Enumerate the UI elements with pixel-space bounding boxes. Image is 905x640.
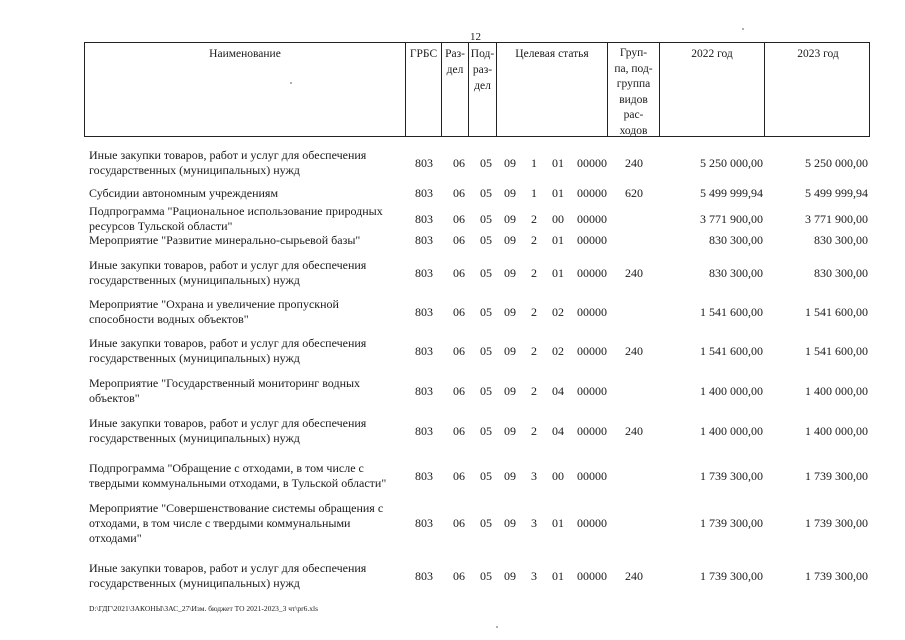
header-group-line: Груп- (619, 47, 648, 59)
cell-t1: 09 (504, 383, 516, 398)
cell-t1: 09 (504, 516, 516, 530)
cell-t3: 01 (552, 516, 564, 530)
cell-rz: 06 (453, 468, 465, 483)
cell-grbs: 803 (415, 186, 433, 200)
cell-amount-2022: 1 739 300,00 (700, 516, 763, 530)
cell-t4: 00000 (577, 423, 607, 438)
cell-t4: 00000 (577, 343, 607, 358)
cell-amount-2022: 1 541 600,00 (700, 304, 763, 319)
cell-grbs: 803 (415, 383, 433, 398)
cell-pr: 05 (480, 383, 492, 398)
cell-t2: 3 (531, 568, 537, 583)
file-path-footer: D:\ГДГ\2021\ЗАКОНЫ\ЗАС_27\Изм. бюджет ТО 2021-2023_3 чт\рr6.xls (89, 604, 319, 613)
row-name (89, 561, 404, 591)
cell-t3: 01 (552, 186, 564, 200)
row-name (89, 416, 404, 446)
cell-t4: 00000 (577, 265, 607, 280)
cell-rz: 06 (453, 516, 465, 530)
scan-speck (496, 626, 498, 628)
header-group-line: па, под- (614, 62, 653, 75)
row-name-line: Иные закупки товаров, работ и услуг для обеспечения (89, 561, 367, 575)
cell-t4: 00000 (577, 211, 607, 226)
cell-t2: 2 (531, 423, 537, 438)
cell-t3: 01 (552, 233, 564, 247)
cell-t2: 2 (531, 233, 537, 247)
cell-amount-2023: 5 250 000,00 (805, 155, 868, 170)
cell-rz: 06 (453, 211, 465, 226)
cell-t4: 00000 (577, 155, 607, 170)
row-name (89, 233, 404, 248)
cell-amount-2022: 830 300,00 (709, 233, 763, 247)
cell-vr: 240 (625, 343, 643, 358)
cell-amount-2022: 1 541 600,00 (700, 343, 763, 358)
header-group-line: группа (616, 78, 651, 90)
cell-grbs: 803 (415, 516, 433, 530)
row-name (89, 204, 404, 234)
cell-t1: 09 (504, 233, 516, 247)
row-name-line: Мероприятие "Государственный мониторинг водных (89, 376, 361, 390)
cell-amount-2022: 1 739 300,00 (700, 568, 763, 583)
row-name-line: государственных (муниципальных) нужд (89, 576, 300, 590)
cell-amount-2023: 1 739 300,00 (805, 468, 868, 483)
cell-grbs: 803 (415, 343, 433, 358)
cell-t3: 01 (552, 155, 564, 170)
cell-rz: 06 (453, 383, 465, 398)
cell-grbs: 803 (415, 468, 433, 483)
cell-t2: 3 (531, 516, 537, 530)
scan-speck (742, 28, 744, 30)
row-name-line: Иные закупки товаров, работ и услуг для обеспечения (89, 148, 367, 162)
cell-amount-2022: 5 250 000,00 (700, 155, 763, 170)
cell-rz: 06 (453, 233, 465, 247)
cell-pr: 05 (480, 186, 492, 200)
header-podrazdel-line: Под- (470, 48, 495, 60)
cell-amount-2023: 1 541 600,00 (805, 304, 868, 319)
cell-t1: 09 (504, 265, 516, 280)
row-name (89, 148, 404, 178)
header-target: Целевая статья (497, 43, 608, 136)
cell-t1: 09 (504, 568, 516, 583)
header-razdel-line: дел (446, 64, 464, 76)
cell-t3: 02 (552, 343, 564, 358)
row-name-line: государственных (муниципальных) нужд (89, 431, 300, 445)
cell-pr: 05 (480, 516, 492, 530)
cell-grbs: 803 (415, 265, 433, 280)
row-name-line: объектов" (89, 391, 140, 405)
row-name (89, 258, 404, 288)
cell-t3: 02 (552, 304, 564, 319)
cell-t3: 04 (552, 423, 564, 438)
cell-t1: 09 (504, 343, 516, 358)
row-name-line: Иные закупки товаров, работ и услуг для обеспечения (89, 336, 367, 350)
header-podrazdel-line: дел (474, 80, 491, 92)
cell-pr: 05 (480, 423, 492, 438)
cell-t4: 00000 (577, 568, 607, 583)
header-podrazdel-line: раз- (472, 64, 493, 76)
cell-t2: 2 (531, 343, 537, 358)
cell-vr: 240 (625, 265, 643, 280)
cell-amount-2022: 1 400 000,00 (700, 423, 763, 438)
cell-t4: 00000 (577, 304, 607, 319)
header-grbs: ГРБС (406, 43, 442, 136)
cell-rz: 06 (453, 155, 465, 170)
cell-t2: 3 (531, 468, 537, 483)
row-name-line: Подпрограмма "Рациональное использование природных (89, 204, 383, 218)
cell-grbs: 803 (415, 568, 433, 583)
cell-t3: 01 (552, 568, 564, 583)
header-2022: 2022 год (660, 43, 765, 136)
cell-t4: 00000 (577, 468, 607, 483)
cell-amount-2022: 830 300,00 (709, 265, 763, 280)
row-name (89, 186, 404, 201)
cell-t1: 09 (504, 468, 516, 483)
cell-t2: 1 (531, 155, 537, 170)
header-2023: 2023 год (797, 48, 839, 60)
cell-t3: 00 (552, 468, 564, 483)
row-name (89, 376, 404, 406)
cell-t3: 01 (552, 265, 564, 280)
header-name: Наименование (85, 43, 406, 136)
row-name-line: государственных (муниципальных) нужд (89, 351, 300, 365)
cell-pr: 05 (480, 211, 492, 226)
cell-pr: 05 (480, 343, 492, 358)
cell-amount-2022: 5 499 999,94 (700, 186, 763, 200)
row-name-line: Мероприятие "Развитие минерально-сырьевой базы" (89, 233, 361, 247)
row-name-line: Иные закупки товаров, работ и услуг для обеспечения (89, 416, 367, 430)
cell-grbs: 803 (415, 423, 433, 438)
cell-t2: 2 (531, 265, 537, 280)
cell-pr: 05 (480, 568, 492, 583)
row-name-line: государственных (муниципальных) нужд (89, 273, 300, 287)
row-name-line: отходами" (89, 531, 142, 545)
row-name-line: способности водных объектов" (89, 312, 249, 326)
row-name-line: Мероприятие "Охрана и увеличение пропускной (89, 297, 339, 311)
cell-pr: 05 (480, 304, 492, 319)
row-name-line: Субсидии автономным учреждениям (89, 186, 279, 200)
cell-t1: 09 (504, 423, 516, 438)
cell-vr: 240 (625, 155, 643, 170)
cell-amount-2023: 1 739 300,00 (805, 568, 868, 583)
row-name (89, 297, 404, 327)
header-podrazdel (469, 43, 497, 136)
scan-speck (290, 82, 292, 84)
cell-t4: 00000 (577, 233, 607, 247)
cell-t1: 09 (504, 304, 516, 319)
cell-rz: 06 (453, 186, 465, 200)
cell-t4: 00000 (577, 383, 607, 398)
row-name (89, 336, 404, 366)
header-group-line: рас- (623, 109, 644, 121)
cell-t4: 00000 (577, 516, 607, 530)
header-group-line: видов (619, 93, 648, 106)
cell-t1: 09 (504, 155, 516, 170)
cell-amount-2022: 1 400 000,00 (700, 383, 763, 398)
cell-amount-2023: 3 771 900,00 (805, 211, 868, 226)
cell-rz: 06 (453, 343, 465, 358)
cell-rz: 06 (453, 423, 465, 438)
header-razdel (442, 43, 469, 136)
header-group (608, 43, 660, 136)
cell-grbs: 803 (415, 155, 433, 170)
cell-vr: 240 (625, 423, 643, 438)
cell-grbs: 803 (415, 233, 433, 247)
row-name (89, 501, 404, 546)
cell-t1: 09 (504, 211, 516, 226)
cell-pr: 05 (480, 155, 492, 170)
cell-grbs: 803 (415, 304, 433, 319)
cell-rz: 06 (453, 265, 465, 280)
cell-rz: 06 (453, 304, 465, 319)
row-name-line: Мероприятие "Совершенствование системы обращения с (89, 501, 384, 515)
cell-vr: 240 (625, 568, 643, 583)
cell-grbs: 803 (415, 211, 433, 226)
cell-t2: 2 (531, 211, 537, 226)
cell-amount-2022: 3 771 900,00 (700, 211, 763, 226)
row-name-line: Подпрограмма "Обращение с отходами, в том числе с (89, 461, 364, 475)
row-name-line: Иные закупки товаров, работ и услуг для обеспечения (89, 258, 367, 272)
row-name-line: ресурсов Тульской области" (89, 219, 233, 233)
row-name-line: твердыми коммунальными отходами, в Тульской области" (89, 476, 387, 490)
cell-t3: 04 (552, 383, 564, 398)
cell-pr: 05 (480, 265, 492, 280)
cell-amount-2022: 1 739 300,00 (700, 468, 763, 483)
cell-amount-2023: 1 400 000,00 (805, 383, 868, 398)
cell-amount-2023: 1 739 300,00 (805, 516, 868, 530)
row-name (89, 461, 404, 491)
cell-t2: 2 (531, 383, 537, 398)
cell-amount-2023: 830 300,00 (814, 265, 868, 280)
table-header (84, 42, 870, 137)
header-group-line: ходов (619, 124, 648, 137)
cell-pr: 05 (480, 468, 492, 483)
cell-amount-2023: 1 541 600,00 (805, 343, 868, 358)
cell-t4: 00000 (577, 186, 607, 200)
row-name-line: государственных (муниципальных) нужд (89, 163, 300, 177)
cell-vr: 620 (625, 186, 643, 200)
cell-t3: 00 (552, 211, 564, 226)
cell-t2: 1 (531, 186, 537, 200)
row-name-line: отходами, в том числе с твердыми коммунальными (89, 516, 351, 530)
header-razdel-line: Раз- (445, 48, 465, 60)
page-number: 12 (470, 31, 481, 43)
cell-t1: 09 (504, 186, 516, 200)
cell-amount-2023: 5 499 999,94 (805, 186, 868, 200)
cell-t2: 2 (531, 304, 537, 319)
cell-rz: 06 (453, 568, 465, 583)
cell-amount-2023: 1 400 000,00 (805, 423, 868, 438)
cell-pr: 05 (480, 233, 492, 247)
cell-amount-2023: 830 300,00 (814, 233, 868, 247)
